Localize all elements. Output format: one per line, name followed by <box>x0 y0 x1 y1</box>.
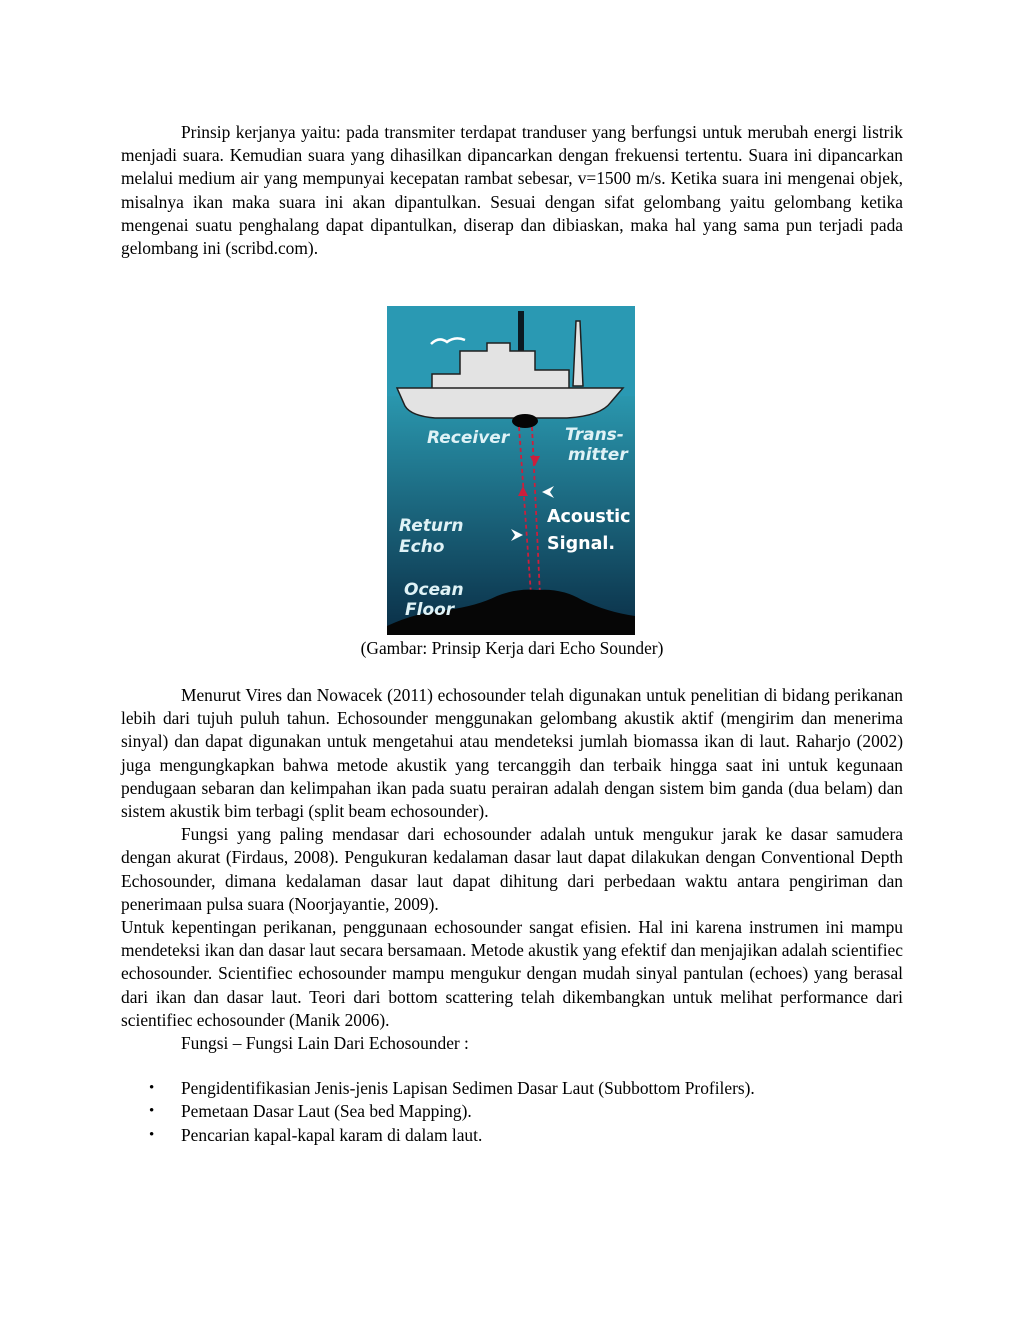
ship-mast-icon <box>518 311 524 351</box>
list-item <box>121 1124 903 1147</box>
list-item-text: Pemetaan Dasar Laut (Sea bed Mapping). <box>181 1101 472 1122</box>
body-section <box>121 684 903 1147</box>
receiver-label: Receiver <box>427 428 510 448</box>
list-item-text: Pengidentifikasian Jenis-jenis Lapisan Sedimen Dasar Laut (Subbottom Profilers). <box>181 1078 755 1099</box>
intro-paragraph: Prinsip kerjanya yaitu: pada transmiter terdapat tranduser yang berfungsi untuk merubah energi listrik menjadi suara. Kemudian suara yang dihasilkan dipancarkan dengan frekuensi tertentu. Suara ini dipancarkan melalui medium air yang mempunyai kecepatan rambat sebesar, v=1500 m/s. Ketika suara ini mengenai objek, misalnya ikan maka suara ini akan dipantulkan. Sesuai dengan sifat gelombang yaitu gelombang ketika mengenai suatu penghalang dapat dipantulkan, diserap dan dibiaskan, maka hal yang sama pun terjadi pada gelombang ini (scribd.com). <box>121 122 903 259</box>
transmitter-label-line2: mitter <box>568 445 628 465</box>
ocean-floor-label-line1: Ocean <box>404 580 464 600</box>
return-echo-label-line2: Echo <box>399 537 445 557</box>
figure-caption: (Gambar: Prinsip Kerja dari Echo Sounder) <box>360 638 664 658</box>
transmitter-label-line1: Trans- <box>565 425 624 445</box>
acoustic-signal-label-line1: Acoustic <box>547 507 631 527</box>
bullet-icon: • <box>149 1126 155 1143</box>
list-item-text: Pencarian kapal-kapal karam di dalam laut. <box>181 1124 483 1145</box>
list-item <box>121 1077 903 1100</box>
functions-list <box>121 1077 903 1147</box>
perikanan-paragraph: Untuk kepentingan perikanan, penggunaan echosounder sangat efisien. Hal ini karena instrumen ini mampu mendeteksi ikan dan dasar laut secara bersamaan. Metode akustik yang efektif dan menjajikan adalah scientifiec echosounder. Scientifiec echosounder mampu mengukur dengan mudah sinyal pantulan (echoes) yang berasal dari ikan dan dasar laut. Teori dari bottom scattering telah dikembangkan untuk melihat performance dari scientifiec echosounder (Manik 2006). <box>121 917 903 1030</box>
ocean-floor-label-line2: Floor <box>405 600 455 620</box>
echo-sounder-diagram <box>387 306 635 635</box>
bullet-icon: • <box>149 1103 155 1120</box>
ship-hull-icon <box>397 388 623 418</box>
return-echo-label-line1: Return <box>399 516 464 536</box>
bullet-icon: • <box>149 1080 155 1097</box>
fungsi-paragraph: Fungsi yang paling mendasar dari echosounder adalah untuk mengukur jarak ke dasar samudera dengan akurat (Firdaus, 2008). Pengukuran kedalaman dasar laut dapat dilakukan dengan Conventional Depth Echosounder, dimana kedalaman dasar laut dapat dihitung dari perbedaan waktu antara pengiriman dan penerimaan pulsa suara (Noorjayantie, 2009). <box>121 824 903 914</box>
list-item <box>121 1100 903 1123</box>
transducer-icon <box>512 414 538 428</box>
acoustic-signal-label-line2: Signal. <box>547 534 616 554</box>
intro-paragraph-block <box>121 121 903 260</box>
echo-sounder-figure <box>387 306 635 635</box>
functions-heading: Fungsi – Fungsi Lain Dari Echosounder : <box>181 1033 469 1054</box>
vires-paragraph: Menurut Vires dan Nowacek (2011) echosounder telah digunakan untuk penelitian di bidang perikanan lebih dari tujuh puluh tahun. Echosounder menggunakan gelombang akustik aktif (mengirim dan menerima sinyal) dan dapat digunakan untuk mengetahui atau mendeteksi jumlah biomassa ikan di laut. Raharjo (2002) juga mengungkapkan bahwa metode akustik yang tercanggih dan terbaik hingga saat ini untuk kegunaan pendugaan sebaran dan kelimpahan ikan pada suatu perairan adalah dengan sistem bim ganda (dua belam) dan sistem akustik bim terbagi (split beam echosounder). <box>121 685 903 822</box>
